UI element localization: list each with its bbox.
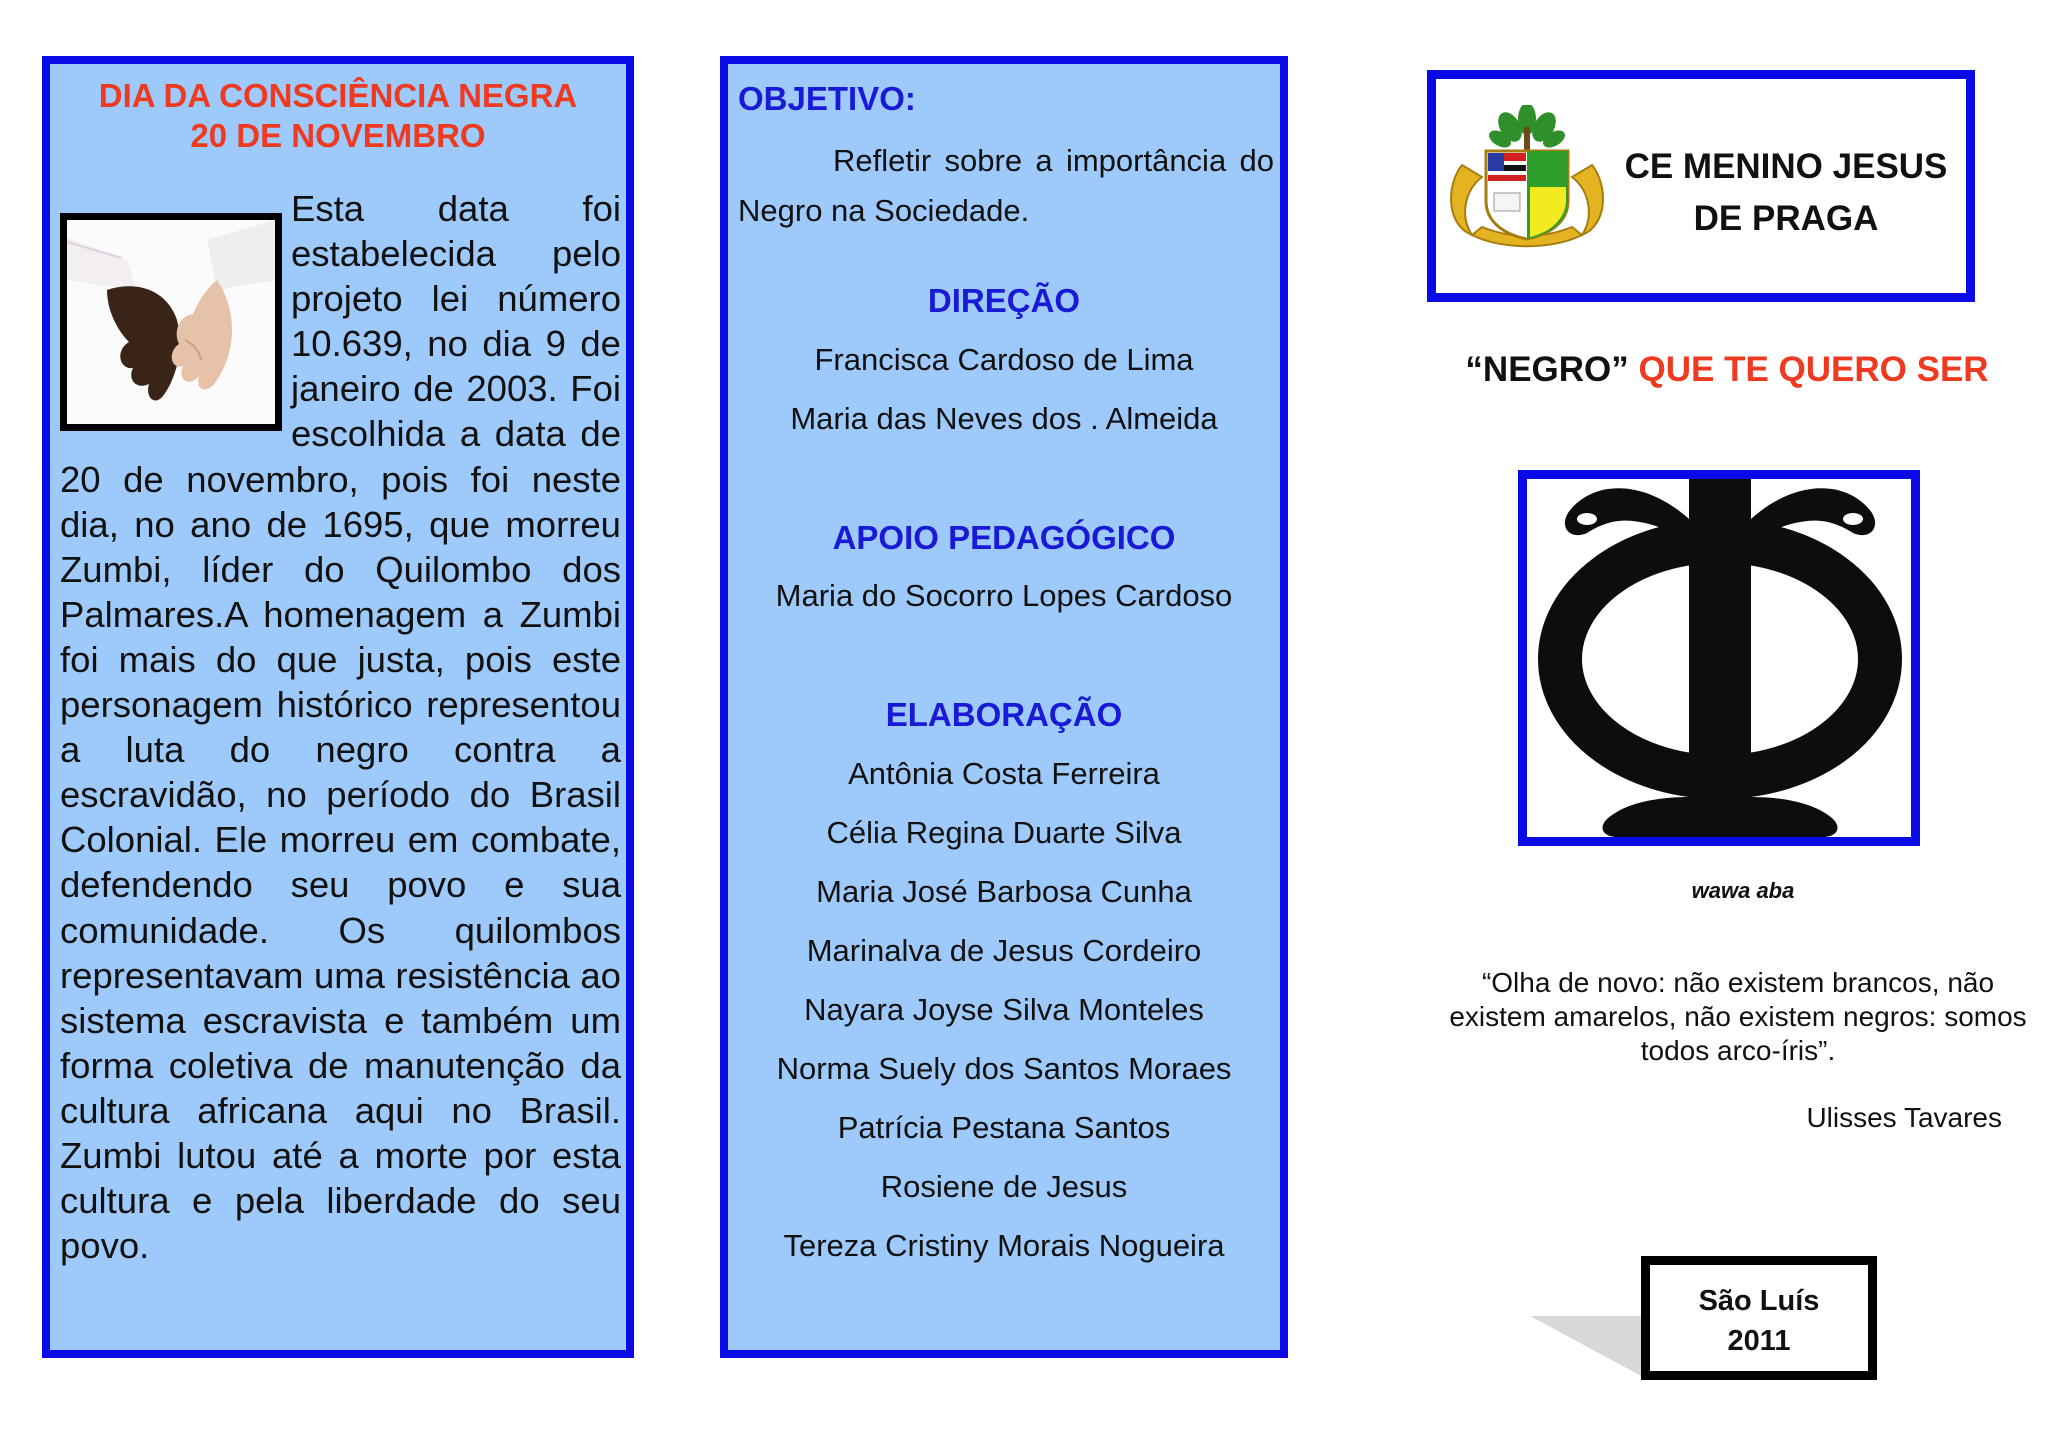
direcao-heading: DIREÇÃO bbox=[927, 282, 1081, 319]
left-panel bbox=[42, 56, 634, 1358]
apoio-heading: APOIO PEDAGÓGICO bbox=[832, 519, 1176, 556]
quote-text: “Olha de novo: não existem brancos, não existem amarelos, não existem negros: somos todos arco-íris”. bbox=[1449, 967, 2027, 1066]
subtitle-que-te-quero-ser: QUE TE QUERO SER bbox=[1638, 350, 1989, 389]
left-title-line-2: 20 DE NOVEMBRO bbox=[190, 117, 486, 154]
elaboracao-name: Patrícia Pestana Santos bbox=[837, 1110, 1171, 1145]
elaboracao-name: Rosiene de Jesus bbox=[880, 1169, 1128, 1204]
city-label: São Luís bbox=[1698, 1285, 1820, 1317]
symbol-caption: wawa aba bbox=[1691, 878, 1795, 903]
objetivo-text: Refletir sobre a importância do Negro na Sociedade. bbox=[738, 143, 1274, 228]
wawa-aba-adinkra-icon bbox=[1527, 479, 1911, 837]
school-name-line-2: DE PRAGA bbox=[1693, 199, 1879, 238]
place-date-box bbox=[1641, 1256, 1877, 1380]
symbol-frame bbox=[1518, 470, 1920, 846]
elaboracao-name: Marinalva de Jesus Cordeiro bbox=[806, 933, 1202, 968]
year-label: 2011 bbox=[1727, 1325, 1791, 1357]
left-title-line-1: DIA DA CONSCIÊNCIA NEGRA bbox=[98, 77, 578, 114]
place-box-shadow bbox=[1530, 1316, 1650, 1382]
school-name-line-1: CE MENINO JESUS bbox=[1624, 147, 1948, 186]
elaboracao-name: Célia Regina Duarte Silva bbox=[826, 815, 1182, 850]
apoio-name: Maria do Socorro Lopes Cardoso bbox=[775, 578, 1233, 613]
direcao-name: Maria das Neves dos . Almeida bbox=[790, 401, 1218, 436]
elaboracao-name: Antônia Costa Ferreira bbox=[848, 756, 1160, 791]
school-name bbox=[1616, 141, 1956, 245]
leaflet-subtitle bbox=[1427, 350, 2027, 390]
hands-photo bbox=[60, 213, 282, 431]
middle-panel bbox=[720, 56, 1288, 1358]
direcao-name: Francisca Cardoso de Lima bbox=[814, 342, 1194, 377]
elaboracao-name: Nayara Joyse Silva Monteles bbox=[804, 992, 1204, 1027]
subtitle-negro: “NEGRO” bbox=[1465, 350, 1629, 389]
elaboracao-name: Norma Suely dos Santos Moraes bbox=[776, 1051, 1232, 1086]
elaboracao-heading: ELABORAÇÃO bbox=[885, 696, 1123, 733]
left-body-paragraph: Esta data foi estabelecida pelo projeto lei número 10.639, no dia 9 de janeiro de 2003. Foi escolhida a data de 20 de novembro, pois foi neste dia, no ano de 1695, que morreu Zumbi, líder do Quilombo dos Palmares.A homenagem a Zumbi foi mais do que justa, pois este personagem histórico representou a luta do negro contra a escravidão, no período do Brasil Colonial. Ele morreu em combate, defendendo seu povo e sua comunidade. Os quilombos representavam uma resistência ao sistema escravista e também um forma coletiva de manutenção da cultura africana aqui no Brasil. Zumbi lutou até a morte por esta cultura e pela liberdade do seu povo. bbox=[60, 188, 621, 1267]
objetivo-heading: OBJETIVO: bbox=[738, 80, 916, 117]
school-header-box bbox=[1427, 70, 1975, 302]
left-body-text bbox=[60, 186, 621, 1268]
elaboracao-name: Tereza Cristiny Morais Nogueira bbox=[783, 1228, 1225, 1263]
quote-author: Ulisses Tavares bbox=[1806, 1102, 2002, 1133]
maranhao-coat-of-arms-icon bbox=[1442, 105, 1612, 255]
elaboracao-name: Maria José Barbosa Cunha bbox=[816, 874, 1192, 909]
